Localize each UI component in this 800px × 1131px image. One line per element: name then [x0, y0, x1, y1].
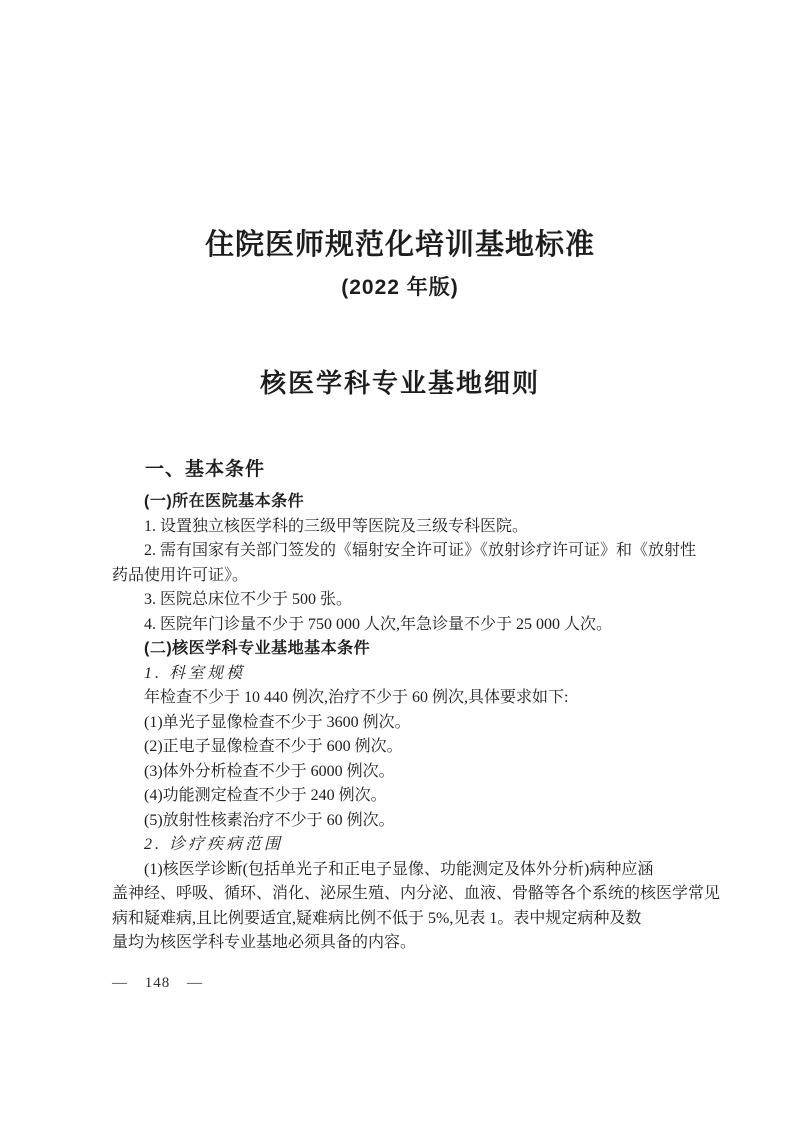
body-line: 盖神经、呼吸、循环、消化、泌尿生殖、内分泌、血液、骨骼等各个系统的核医学常见 — [112, 885, 721, 902]
document-title: 住院医师规范化培训基地标准 — [204, 229, 595, 261]
body-line: 1. 设置独立核医学科的三级甲等医院及三级专科医院。 — [144, 517, 529, 535]
document-subtitle: 核医学科专业基地细则 — [259, 368, 540, 398]
body-line: (2)正电子显像检查不少于 600 例次。 — [144, 738, 403, 755]
body-line: (4)功能测定检查不少于 240 例次。 — [144, 787, 387, 804]
body-line: (1)单光子显像检查不少于 3600 例次。 — [144, 713, 411, 731]
body-line: 药品使用许可证》。 — [112, 566, 249, 584]
edition-label: (2022 年版) — [341, 276, 459, 299]
document-body — [112, 457, 721, 956]
body-line-department-scale: 1. 科室规模 — [144, 664, 246, 682]
body-line-disease-scope: 2. 诊疗疾病范围 — [144, 836, 284, 853]
subsection-heading-hospital-conditions: (一)所在医院基本条件 — [144, 493, 305, 510]
subsection-heading-department-conditions: (二)核医学科专业基地基本条件 — [144, 640, 371, 657]
body-line: 2. 需有国家有关部门签发的《辐射安全许可证》《放射诊疗许可证》和《放射性 — [144, 542, 697, 559]
body-line: (3)体外分析检查不少于 6000 例次。 — [144, 762, 395, 780]
section-heading-basic-conditions: 一、基本条件 — [145, 459, 266, 480]
body-line: (1)核医学诊断(包括单光子和正电子显像、功能测定及体外分析)病种应涵 — [144, 860, 654, 878]
page-number: — 148 — — [112, 975, 203, 991]
body-line: 量均为核医学科专业基地必须具备的内容。 — [112, 934, 417, 951]
body-line: 4. 医院年门诊量不少于 750 000 人次,年急诊量不少于 25 000 人次。 — [144, 615, 613, 633]
body-line: 年检查不少于 10 440 例次,治疗不少于 60 例次,具体要求如下: — [144, 689, 569, 706]
body-line: 3. 医院总床位不少于 500 张。 — [144, 591, 353, 608]
body-line: (5)放射性核素治疗不少于 60 例次。 — [144, 811, 395, 829]
body-line: 病和疑难病,且比例要适宜,疑难病比例不低于 5%,见表 1。表中规定病种及数 — [112, 909, 642, 927]
